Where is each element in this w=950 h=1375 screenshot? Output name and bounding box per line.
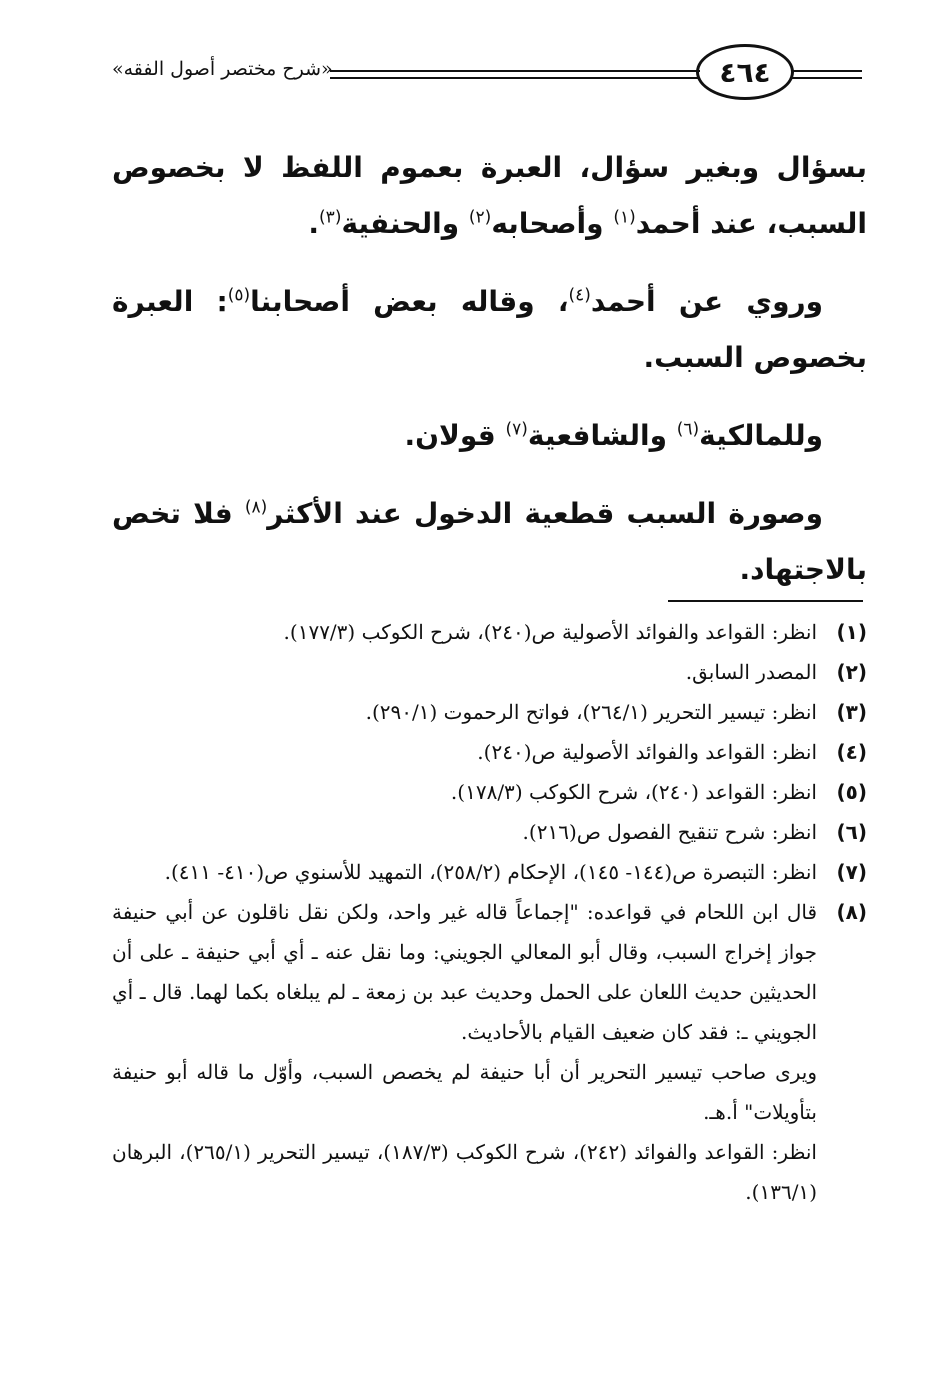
footnote-ref-4: (٤) bbox=[568, 285, 591, 306]
footnote-line: انظر: القواعد والفوائد الأصولية ص(٢٤٠)، شرح الكوكب (١٧٧/٣). bbox=[283, 620, 817, 644]
paragraph-2 bbox=[112, 274, 867, 386]
footnote-number: (٤) bbox=[836, 740, 867, 764]
running-title: «شرح مختصر أصول الفقه» bbox=[112, 58, 333, 80]
footnote-ref-5: (٥) bbox=[227, 285, 251, 306]
text-run: وصورة السبب قطعية الدخول عند الأكثر bbox=[267, 497, 823, 530]
footnote-number: (١) bbox=[836, 620, 867, 644]
footnote-2 bbox=[112, 652, 867, 692]
text-run: وروي عن أحمد bbox=[590, 285, 823, 318]
page-header bbox=[0, 0, 950, 110]
header-rule-left bbox=[330, 70, 700, 79]
footnote-number: (٢) bbox=[836, 660, 867, 684]
footnote-line: انظر: شرح تنقيح الفصول ص(٢١٦). bbox=[522, 820, 817, 844]
footnote-text bbox=[112, 652, 817, 692]
text-run: : العبرة بخصوص السبب. bbox=[112, 285, 867, 374]
text-run: . bbox=[308, 207, 320, 240]
text-run: فلا تخص بالاجتهاد. bbox=[112, 497, 867, 586]
main-text bbox=[112, 140, 867, 620]
text-run: والشافعية bbox=[527, 419, 677, 452]
footnote-text bbox=[112, 772, 817, 812]
footnote-text bbox=[112, 732, 817, 772]
text-run: وللمالكية bbox=[699, 419, 823, 452]
footnote-line: ويرى صاحب تيسير التحرير أن أبا حنيفة لم يخصص السبب، وأوّل ما قاله أبو حنيفة بتأويلات" أ.هـ. bbox=[112, 1060, 817, 1124]
text-run: قولان. bbox=[404, 419, 506, 452]
footnote-ref-6: (٦) bbox=[676, 419, 700, 440]
text-run: ، وقاله بعض أصحابنا bbox=[250, 285, 569, 318]
footnote-text bbox=[112, 612, 817, 652]
page-number: ٤٦٤ bbox=[696, 44, 794, 100]
footnotes bbox=[112, 612, 867, 1212]
footnote-line: انظر: القواعد والفوائد الأصولية ص(٢٤٠). bbox=[477, 740, 817, 764]
footnote-text bbox=[112, 812, 817, 852]
footnote-ref-3: (٣) bbox=[319, 207, 342, 228]
footnote-number: (٨) bbox=[836, 900, 867, 924]
paragraph-1 bbox=[112, 140, 867, 252]
paragraph-4 bbox=[112, 486, 867, 598]
footnote-number: (٧) bbox=[836, 860, 867, 884]
header-rule-right bbox=[792, 70, 862, 79]
footnote-3 bbox=[112, 692, 867, 732]
footnote-text bbox=[112, 692, 817, 732]
footnote-number: (٣) bbox=[836, 700, 867, 724]
footnote-number: (٦) bbox=[836, 820, 867, 844]
footnote-1 bbox=[112, 612, 867, 652]
footnote-line: قال ابن اللحام في قواعده: "إجماعاً قاله غير واحد، ولكن نقل ناقلون عن أبي حنيفة جواز إخراج السبب، وقال أبو المعالي الجويني: وما نقل عنه ـ أي أبي حنيفة ـ على أن الحديثين حديث اللعان على الحمل وحديث عبد بن زمعة ـ لم يبلغاه بكما لهما. قال ـ أي الجويني ـ: فقد كان ضعيف القيام بالأحاديث. bbox=[112, 900, 817, 1044]
footnote-7 bbox=[112, 852, 867, 892]
footnote-line: انظر: القواعد والفوائد (٢٤٢)، شرح الكوكب (١٨٧/٣)، تيسير التحرير (٢٦٥/١)، البرهان (١٣٦/١). bbox=[112, 1140, 817, 1204]
footnote-line: المصدر السابق. bbox=[685, 660, 817, 684]
text-run: بسؤال وبغير سؤال، العبرة بعموم اللفظ لا بخصوص السبب، عند أحمد bbox=[112, 151, 867, 240]
footnote-text bbox=[112, 852, 817, 892]
footnote-number: (٥) bbox=[836, 780, 867, 804]
footnote-8 bbox=[112, 892, 867, 1212]
footnote-line: انظر: تيسير التحرير (٢٦٤/١)، فواتح الرحموت (٢٩٠/١). bbox=[365, 700, 817, 724]
footnote-ref-2: (٢) bbox=[468, 207, 492, 228]
text-run: وأصحابه bbox=[491, 207, 614, 240]
text-run: والحنفية bbox=[341, 207, 469, 240]
footnote-line: انظر: القواعد (٢٤٠)، شرح الكوكب (١٧٨/٣). bbox=[450, 780, 817, 804]
footnote-text bbox=[112, 892, 817, 1212]
paragraph-3 bbox=[112, 408, 867, 464]
footnote-line: انظر: التبصرة ص(١٤٤- ١٤٥)، الإحكام (٢٥٨/٢)، التمهيد للأسنوي ص(٤١٠- ٤١١). bbox=[164, 860, 817, 884]
footnote-ref-7: (٧) bbox=[505, 419, 528, 440]
footnote-ref-1: (١) bbox=[613, 207, 636, 228]
footnote-5 bbox=[112, 772, 867, 812]
footnote-4 bbox=[112, 732, 867, 772]
footnote-separator bbox=[668, 600, 863, 602]
footnote-6 bbox=[112, 812, 867, 852]
footnote-ref-8: (٨) bbox=[244, 497, 268, 518]
